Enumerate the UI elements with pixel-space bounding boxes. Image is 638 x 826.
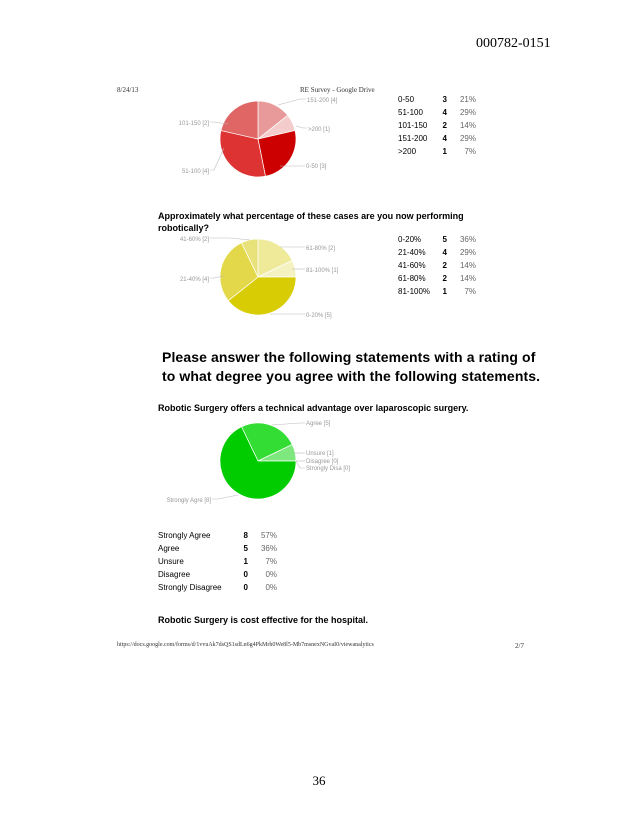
slice-label-151-200: 151-200 [4] xyxy=(307,98,338,104)
bates-number: 000782-0151 xyxy=(476,36,551,51)
table-row: 61-80% 2 14% xyxy=(398,274,476,283)
slice-label-unsure: Unsure [1] xyxy=(306,451,334,457)
table-row: Disagree 0 0% xyxy=(158,570,277,579)
table-row: 21-40% 4 29% xyxy=(398,248,476,257)
slice-label-21-40: 21-40% [4] xyxy=(179,277,209,283)
table-row: 151-200 4 29% xyxy=(398,134,476,143)
question-cost-effective: Robotic Surgery is cost effective for the hospital. xyxy=(158,615,369,625)
slice-label-81-100: 81-100% [1] xyxy=(306,268,339,274)
table-row: Strongly Disagree 0 0% xyxy=(158,583,277,592)
frequency-table-case-volume xyxy=(398,93,476,158)
table-row: Strongly Agree 8 57% xyxy=(158,531,277,540)
slice-label-strongly-agree: Strongly Agre [8] xyxy=(166,498,211,504)
pie-chart-robotic-percentage xyxy=(170,232,370,322)
instructions-line-1: Please answer the following statements with a rating of xyxy=(162,349,536,365)
pie-chart-case-volume xyxy=(170,94,370,184)
slice-label-51-100: 51-100 [4] xyxy=(181,169,209,175)
table-row: 0-50 3 21% xyxy=(398,95,476,104)
table-row: 0-20% 5 36% xyxy=(398,235,476,244)
slice-label-agree: Agree [5] xyxy=(306,421,331,427)
slice-label-0-20: 0-20% [5] xyxy=(306,313,332,319)
slice-label-strongly-disagree: Strongly Disa [0] xyxy=(306,466,351,472)
question-robotic-percentage: Approximately what percentage of these cases are you now performing robotically? xyxy=(158,211,464,233)
slice-label-101-150: 101-150 [2] xyxy=(178,121,209,127)
frequency-table-robotic-percentage xyxy=(398,233,476,298)
table-row: >200 1 7% xyxy=(398,147,476,156)
table-row: Unsure 1 7% xyxy=(158,557,277,566)
instructions-line-2: to what degree you agree with the following statements. xyxy=(162,368,541,384)
section-instructions xyxy=(162,348,540,386)
page-number: 36 xyxy=(312,773,326,788)
table-row: 101-150 2 14% xyxy=(398,121,476,130)
slice-label-41-60: 41-60% [2] xyxy=(179,237,209,243)
pie-chart-technical-advantage xyxy=(160,415,370,507)
table-row: 51-100 4 29% xyxy=(398,108,476,117)
slice-label-over-200: >200 [1] xyxy=(308,127,330,133)
footer-page-of: 2/7 xyxy=(515,642,524,650)
slice-label-disagree: Disagree [0] xyxy=(306,459,339,465)
slice-label-0-50: 0-50 [3] xyxy=(306,164,327,170)
slice-label-61-80: 61-80% [2] xyxy=(306,246,336,252)
question-technical-advantage: Robotic Surgery offers a technical advantage over laparoscopic surgery. xyxy=(158,403,469,413)
frequency-table-technical-advantage xyxy=(158,529,277,594)
print-date: 8/24/13 xyxy=(117,86,139,94)
print-title: RE Survey - Google Drive xyxy=(300,86,375,94)
table-row: 41-60% 2 14% xyxy=(398,261,476,270)
footer-url: https://docs.google.com/forms/d/1vvuAk7dsQS1sdLn6g4PkMrh0We8l5-Mb7msnexNGvaI0/viewanalytics xyxy=(117,642,374,648)
table-row: 81-100% 1 7% xyxy=(398,287,476,296)
table-row: Agree 5 36% xyxy=(158,544,277,553)
